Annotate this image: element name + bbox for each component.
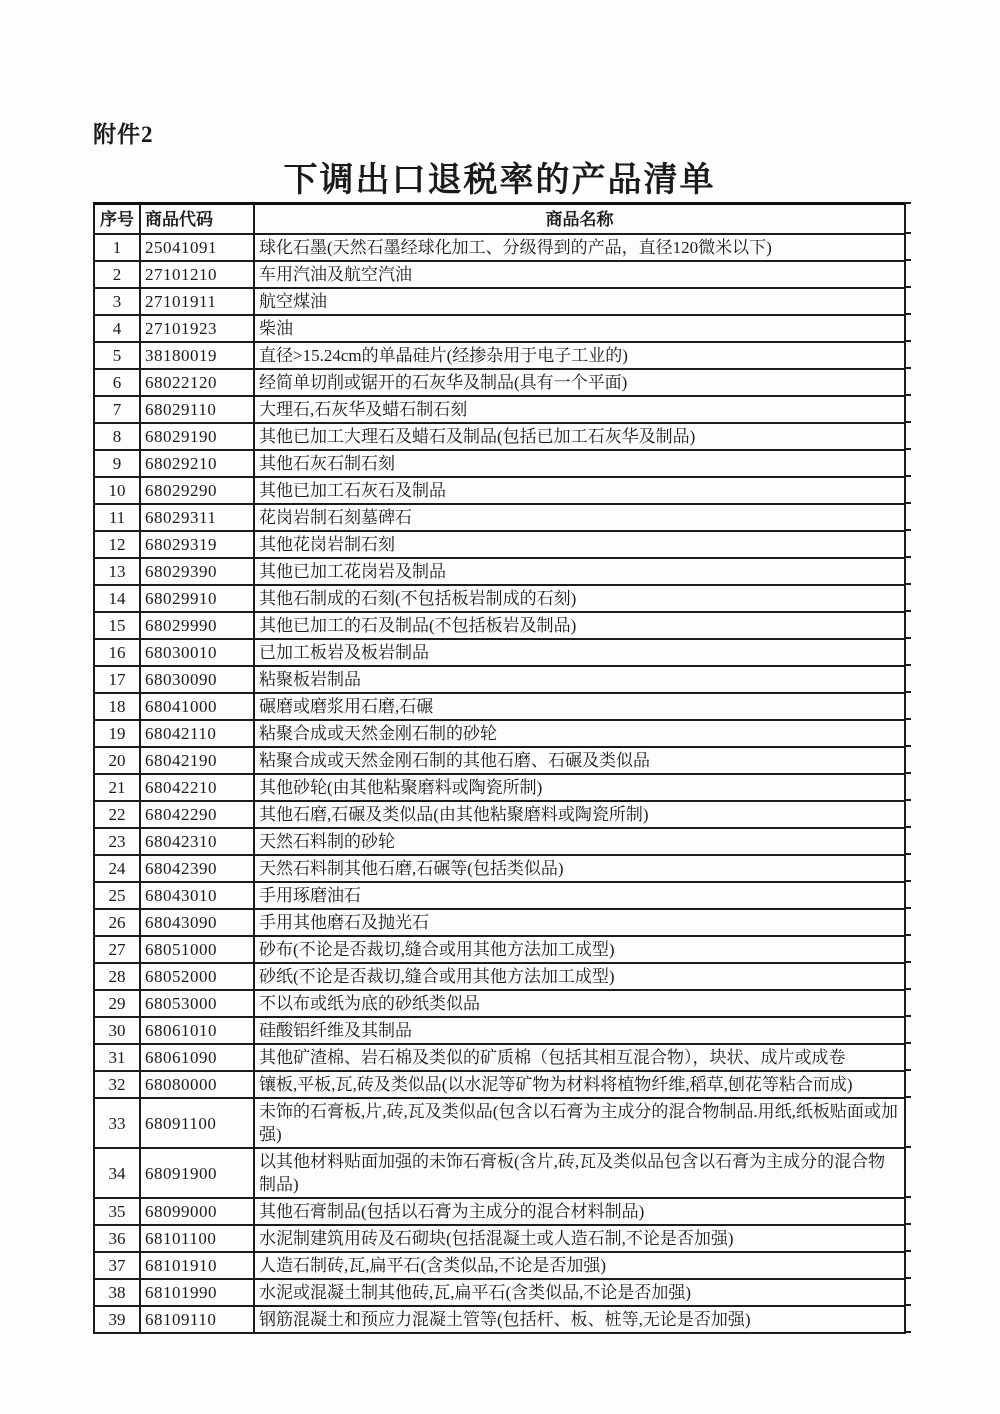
scan-tick-artifact	[904, 232, 911, 234]
scan-tick-artifact	[904, 691, 911, 693]
product-code-cell: 68042110	[140, 720, 254, 747]
product-name-cell: 不以布或纸为底的砂纸类似品	[254, 990, 905, 1017]
row-number-cell: 24	[94, 855, 140, 882]
product-code-cell: 68030010	[140, 639, 254, 666]
table-row	[94, 963, 905, 990]
product-name-cell: 粘聚合成或天然金刚石制的砂轮	[254, 720, 905, 747]
table-row	[94, 531, 905, 558]
row-number-cell: 22	[94, 801, 140, 828]
product-code-cell: 68029319	[140, 531, 254, 558]
row-number-cell: 39	[94, 1306, 140, 1333]
column-header-no: 序号	[94, 204, 140, 235]
product-name-cell: 其他石制成的石刻(不包括板岩制成的石刻)	[254, 585, 905, 612]
product-code-cell: 68091900	[140, 1148, 254, 1198]
product-name-cell: 镶板,平板,瓦,砖及类似品(以水泥等矿物为材料将植物纤维,稻草,刨花等粘合而成)	[254, 1071, 905, 1098]
row-number-cell: 3	[94, 288, 140, 315]
row-number-cell: 29	[94, 990, 140, 1017]
row-number-cell: 2	[94, 261, 140, 288]
scan-tick-artifact	[904, 421, 911, 423]
row-number-cell: 30	[94, 1017, 140, 1044]
scan-tick-artifact	[904, 610, 911, 612]
product-name-cell: 其他石灰石制石刻	[254, 450, 905, 477]
table-row	[94, 1252, 905, 1279]
product-name-cell: 其他已加工大理石及蜡石及制品(包括已加工石灰华及制品)	[254, 423, 905, 450]
product-code-cell: 27101210	[140, 261, 254, 288]
product-code-cell: 68101990	[140, 1279, 254, 1306]
row-number-cell: 36	[94, 1225, 140, 1252]
table-row	[94, 1198, 905, 1225]
product-name-cell: 柴油	[254, 315, 905, 342]
row-number-cell: 25	[94, 882, 140, 909]
product-code-cell: 68052000	[140, 963, 254, 990]
row-number-cell: 4	[94, 315, 140, 342]
row-number-cell: 8	[94, 423, 140, 450]
row-number-cell: 15	[94, 612, 140, 639]
table-row	[94, 882, 905, 909]
row-number-cell: 1	[94, 234, 140, 261]
product-code-cell: 68029210	[140, 450, 254, 477]
scan-tick-artifact	[904, 529, 911, 531]
product-name-cell: 其他已加工石灰石及制品	[254, 477, 905, 504]
table-header-row	[94, 204, 905, 235]
row-number-cell: 7	[94, 396, 140, 423]
scan-tick-artifact	[904, 799, 911, 801]
table-row	[94, 774, 905, 801]
scan-tick-artifact	[904, 502, 911, 504]
product-name-cell: 以其他材料贴面加强的未饰石膏板(含片,砖,瓦及类似品包含以石膏为主成分的混合物制品)	[254, 1148, 905, 1198]
product-name-cell: 天然石料制的砂轮	[254, 828, 905, 855]
table-row	[94, 936, 905, 963]
product-code-cell: 38180019	[140, 342, 254, 369]
table-row	[94, 234, 905, 261]
column-header-code: 商品代码	[140, 204, 254, 235]
product-code-cell: 68041000	[140, 693, 254, 720]
scan-tick-artifact	[904, 637, 911, 639]
row-number-cell: 20	[94, 747, 140, 774]
table-row	[94, 720, 905, 747]
product-code-cell: 68029290	[140, 477, 254, 504]
row-number-cell: 23	[94, 828, 140, 855]
product-code-cell: 68029990	[140, 612, 254, 639]
product-table	[93, 202, 906, 1334]
row-number-cell: 31	[94, 1044, 140, 1071]
table-row	[94, 261, 905, 288]
table-row	[94, 693, 905, 720]
scan-tick-artifact	[904, 1196, 911, 1198]
product-name-cell: 未饰的石膏板,片,砖,瓦及类似品(包含以石膏为主成分的混合物制品.用纸,纸板贴面或加强)	[254, 1098, 905, 1148]
row-number-cell: 5	[94, 342, 140, 369]
row-number-cell: 38	[94, 1279, 140, 1306]
table-row	[94, 1071, 905, 1098]
product-code-cell: 68022120	[140, 369, 254, 396]
column-header-name: 商品名称	[254, 204, 905, 235]
table-row	[94, 315, 905, 342]
scan-tick-artifact	[904, 745, 911, 747]
product-name-cell: 其他矿渣棉、岩石棉及类似的矿质棉（包括其相互混合物），块状、成片或成卷	[254, 1044, 905, 1071]
table-row	[94, 612, 905, 639]
row-number-cell: 19	[94, 720, 140, 747]
table-row	[94, 828, 905, 855]
table-row	[94, 450, 905, 477]
scan-tick-artifact	[904, 1042, 911, 1044]
scan-tick-artifact	[904, 448, 911, 450]
table-row	[94, 1148, 905, 1198]
product-name-cell: 大理石,石灰华及蜡石制石刻	[254, 396, 905, 423]
product-name-cell: 已加工板岩及板岩制品	[254, 639, 905, 666]
scan-tick-artifact	[904, 880, 911, 882]
table-row	[94, 558, 905, 585]
row-number-cell: 13	[94, 558, 140, 585]
product-code-cell: 68080000	[140, 1071, 254, 1098]
row-number-cell: 6	[94, 369, 140, 396]
table-row	[94, 747, 905, 774]
product-code-cell: 68042390	[140, 855, 254, 882]
product-code-cell: 68030090	[140, 666, 254, 693]
product-code-cell: 25041091	[140, 234, 254, 261]
row-number-cell: 10	[94, 477, 140, 504]
product-code-cell: 68061010	[140, 1017, 254, 1044]
product-name-cell: 水泥制建筑用砖及石砌块(包括混凝土或人造石制,不论是否加强)	[254, 1225, 905, 1252]
scan-tick-artifact	[904, 718, 911, 720]
row-number-cell: 16	[94, 639, 140, 666]
table-row	[94, 1098, 905, 1148]
product-code-cell: 27101911	[140, 288, 254, 315]
product-code-cell: 68061090	[140, 1044, 254, 1071]
product-code-cell: 68091100	[140, 1098, 254, 1148]
scan-tick-artifact	[904, 853, 911, 855]
product-code-cell: 68042310	[140, 828, 254, 855]
product-name-cell: 直径>15.24cm的单晶硅片(经掺杂用于电子工业的)	[254, 342, 905, 369]
product-name-cell: 其他石膏制品(包括以石膏为主成分的混合材料制品)	[254, 1198, 905, 1225]
table-row	[94, 396, 905, 423]
product-code-cell: 68029311	[140, 504, 254, 531]
scan-tick-artifact	[904, 934, 911, 936]
product-name-cell: 其他已加工花岗岩及制品	[254, 558, 905, 585]
scan-tick-artifact	[904, 1250, 911, 1252]
table-row	[94, 855, 905, 882]
product-code-cell: 68029910	[140, 585, 254, 612]
product-name-cell: 手用其他磨石及抛光石	[254, 909, 905, 936]
product-code-cell: 68101910	[140, 1252, 254, 1279]
product-code-cell: 68043010	[140, 882, 254, 909]
scan-tick-artifact	[904, 1069, 911, 1071]
scan-tick-artifact	[904, 826, 911, 828]
product-name-cell: 球化石墨(天然石墨经球化加工、分级得到的产品，直径120微米以下)	[254, 234, 905, 261]
row-number-cell: 9	[94, 450, 140, 477]
scan-tick-artifact	[904, 259, 911, 261]
row-number-cell: 27	[94, 936, 140, 963]
table-row	[94, 369, 905, 396]
scan-tick-artifact	[904, 664, 911, 666]
row-number-cell: 37	[94, 1252, 140, 1279]
scan-tick-artifact	[904, 313, 911, 315]
row-number-cell: 12	[94, 531, 140, 558]
table-row	[94, 1017, 905, 1044]
scan-tick-artifact	[904, 988, 911, 990]
product-name-cell: 航空煤油	[254, 288, 905, 315]
scan-tick-artifact	[904, 556, 911, 558]
product-name-cell: 砂布(不论是否裁切,缝合或用其他方法加工成型)	[254, 936, 905, 963]
row-number-cell: 18	[94, 693, 140, 720]
row-number-cell: 21	[94, 774, 140, 801]
table-row	[94, 1225, 905, 1252]
scan-tick-artifact	[904, 394, 911, 396]
scan-tick-artifact	[904, 961, 911, 963]
product-name-cell: 车用汽油及航空汽油	[254, 261, 905, 288]
product-code-cell: 68043090	[140, 909, 254, 936]
table-row	[94, 801, 905, 828]
scan-tick-artifact	[904, 1277, 911, 1279]
row-number-cell: 11	[94, 504, 140, 531]
product-code-cell: 68099000	[140, 1198, 254, 1225]
product-name-cell: 花岗岩制石刻墓碑石	[254, 504, 905, 531]
product-name-cell: 粘聚合成或天然金刚石制的其他石磨、石碾及类似品	[254, 747, 905, 774]
table-row	[94, 288, 905, 315]
scan-tick-artifact	[904, 1331, 911, 1333]
product-name-cell: 手用琢磨油石	[254, 882, 905, 909]
product-name-cell: 其他砂轮(由其他粘聚磨料或陶瓷所制)	[254, 774, 905, 801]
table-row	[94, 477, 905, 504]
table-row	[94, 1306, 905, 1333]
row-number-cell: 26	[94, 909, 140, 936]
product-code-cell: 68051000	[140, 936, 254, 963]
table-row	[94, 639, 905, 666]
product-name-cell: 人造石制砖,瓦,扁平石(含类似品,不论是否加强)	[254, 1252, 905, 1279]
product-name-cell: 其他花岗岩制石刻	[254, 531, 905, 558]
product-name-cell: 其他石磨,石碾及类似品(由其他粘聚磨料或陶瓷所制)	[254, 801, 905, 828]
row-number-cell: 28	[94, 963, 140, 990]
page-title: 下调出口退税率的产品清单	[283, 162, 716, 199]
product-code-cell: 68042290	[140, 801, 254, 828]
scan-tick-artifact	[904, 340, 911, 342]
scan-tick-artifact	[904, 1146, 911, 1148]
product-code-cell: 68053000	[140, 990, 254, 1017]
table-row	[94, 666, 905, 693]
scan-tick-artifact	[904, 202, 911, 204]
product-name-cell: 硅酸铝纤维及其制品	[254, 1017, 905, 1044]
product-code-cell: 68029110	[140, 396, 254, 423]
product-code-cell: 68042190	[140, 747, 254, 774]
scan-tick-artifact	[904, 1015, 911, 1017]
scan-tick-artifact	[904, 1096, 911, 1098]
product-name-cell: 经简单切削或锯开的石灰华及制品(具有一个平面)	[254, 369, 905, 396]
product-code-cell: 68042210	[140, 774, 254, 801]
scan-tick-artifact	[904, 583, 911, 585]
table-row	[94, 585, 905, 612]
table-row	[94, 342, 905, 369]
row-number-cell: 17	[94, 666, 140, 693]
row-number-cell: 14	[94, 585, 140, 612]
product-name-cell: 砂纸(不论是否裁切,缝合或用其他方法加工成型)	[254, 963, 905, 990]
scan-tick-artifact	[904, 1223, 911, 1225]
row-number-cell: 33	[94, 1098, 140, 1148]
product-code-cell: 27101923	[140, 315, 254, 342]
table-row	[94, 423, 905, 450]
scan-tick-artifact	[904, 772, 911, 774]
scan-tick-artifact	[904, 907, 911, 909]
row-number-cell: 35	[94, 1198, 140, 1225]
product-table-wrap	[93, 202, 906, 1334]
table-row	[94, 909, 905, 936]
product-name-cell: 钢筋混凝土和预应力混凝土管等(包括杆、板、桩等,无论是否加强)	[254, 1306, 905, 1333]
table-row	[94, 990, 905, 1017]
product-name-cell: 水泥或混凝土制其他砖,瓦,扁平石(含类似品,不论是否加强)	[254, 1279, 905, 1306]
scan-tick-artifact	[904, 475, 911, 477]
product-code-cell: 68029190	[140, 423, 254, 450]
product-code-cell: 68029390	[140, 558, 254, 585]
table-row	[94, 1044, 905, 1071]
attachment-label: 附件2	[93, 122, 154, 147]
scan-tick-artifact	[904, 367, 911, 369]
product-name-cell: 其他已加工的石及制品(不包括板岩及制品)	[254, 612, 905, 639]
row-number-cell: 34	[94, 1148, 140, 1198]
product-code-cell: 68109110	[140, 1306, 254, 1333]
table-row	[94, 1279, 905, 1306]
product-name-cell: 碾磨或磨浆用石磨,石碾	[254, 693, 905, 720]
product-code-cell: 68101100	[140, 1225, 254, 1252]
table-row	[94, 504, 905, 531]
row-number-cell: 32	[94, 1071, 140, 1098]
product-name-cell: 粘聚板岩制品	[254, 666, 905, 693]
scan-tick-artifact	[904, 1304, 911, 1306]
product-name-cell: 天然石料制其他石磨,石碾等(包括类似品)	[254, 855, 905, 882]
scan-tick-artifact	[904, 286, 911, 288]
